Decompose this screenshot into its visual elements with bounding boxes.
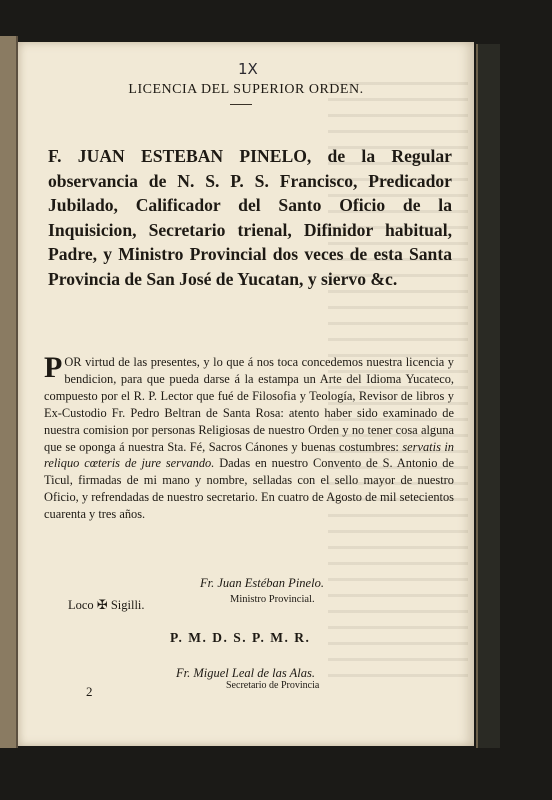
signature-pinelo-title: Ministro Provincial. <box>230 594 315 605</box>
body-text-part1: OR virtud de las presentes, y lo que á nos toca concedemos nuestra licencia y bendicion, para que pueda darse á la estampa un Arte del Idioma Yucateco, compuesto por el R. P. Lector que fué de Filosofia y Teología, Revisor de libros y Ex-Custodio Fr. Pedro Beltran de Santa Rosa: atento haber sido examinado de nuestra comision por personas Religiosas de nuestro Orden y no tener cosa alguna que se oponga á nuestra Sta. Fé, Sacros Cánones y buenas costumbres: <box>44 355 454 454</box>
sigilli-label: Sigilli. <box>110 598 145 612</box>
seal-place <box>68 598 145 613</box>
page-heading: LICENCIA DEL SUPERIOR ORDEN. <box>128 82 364 97</box>
drop-cap: P <box>44 351 63 384</box>
page-number: 2 <box>86 684 93 699</box>
latin-phrase: servatis in reliquo cœteris de jure servando. <box>44 439 455 471</box>
signature-leal: Fr. Miguel Leal de las Alas. <box>176 666 316 680</box>
cross-icon: ✠ <box>96 598 108 613</box>
intro-paragraph: F. JUAN ESTEBAN PINELO, de la Regular observancia de N. S. P. S. Francisco, Predicador Jubilado, Calificador del Santo Oficio de la Inquisicion, Secretario trienal, Difinidor habitual, Padre, y Ministro Provincial dos veces de esta Santa Provincia de San José de Yucatan, y siervo &c. <box>48 146 452 289</box>
abbreviation-line: P. M. D. S. P. M. R. <box>170 630 311 645</box>
signature-leal-title: Secretario de Provincia <box>226 680 320 691</box>
signature-pinelo: Fr. Juan Estéban Pinelo. <box>200 576 324 590</box>
book-page <box>18 42 474 746</box>
heading-rule <box>230 104 252 105</box>
body-text-part2: Dadas en nuestro Convento de S. Antonio de Ticul, firmadas de mi mano y nombre, selladas con el sello mayor de nuestro Oficio, y refrendadas de nuestro secretario. En cuatro de Agosto de mil setecientos cuarenta y tres años. <box>44 456 454 522</box>
handwritten-mark: 1X <box>238 60 258 78</box>
book-spine-edge <box>476 44 500 748</box>
license-body <box>44 351 455 523</box>
loco-label: Loco <box>68 598 94 612</box>
book-cover-edge <box>0 36 18 748</box>
